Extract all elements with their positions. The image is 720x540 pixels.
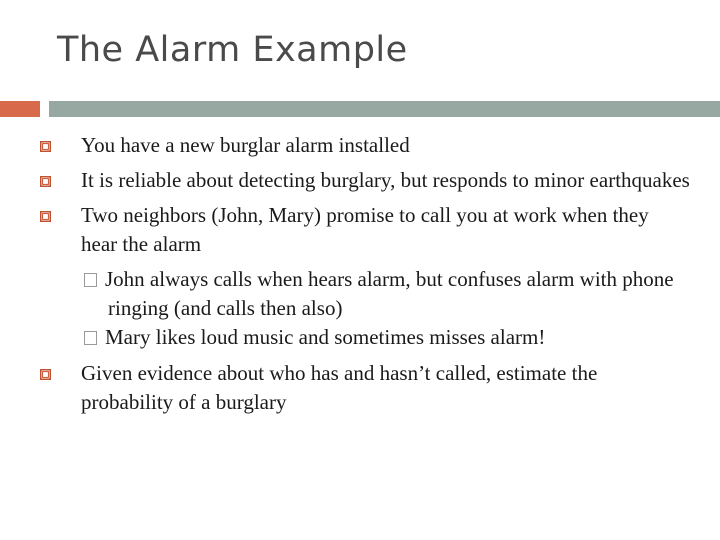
square-bullet-icon [40, 141, 51, 152]
bullet-item [0, 131, 720, 160]
sub-bullet-item [0, 265, 720, 323]
bullet-item [0, 166, 720, 195]
checkbox-bullet-icon [84, 331, 97, 345]
bullet-item [0, 201, 720, 259]
sub-bullet-item [0, 323, 720, 352]
square-bullet-icon [40, 369, 51, 380]
square-bullet-icon [40, 211, 51, 222]
bullet-text: Given evidence about who has and hasn’t called, estimate the probability of a burglary [81, 361, 598, 414]
slide-body [0, 131, 720, 423]
sub-bullet-text: Mary likes loud music and sometimes misses alarm! [105, 325, 546, 349]
bullet-text: It is reliable about detecting burglary, but responds to minor earthquakes [81, 168, 690, 192]
slide-title: The Alarm Example [57, 30, 408, 70]
checkbox-bullet-icon [84, 273, 97, 287]
bullet-text: You have a new burglar alarm installed [81, 133, 410, 157]
square-bullet-icon [40, 176, 51, 187]
bullet-text: Two neighbors (John, Mary) promise to call you at work when they hear the alarm [81, 203, 649, 256]
title-accent-bar [0, 101, 40, 117]
title-divider-bar [49, 101, 720, 117]
bullet-item [0, 359, 720, 417]
sub-bullet-text: John always calls when hears alarm, but confuses alarm with phone ringing (and calls then also) [105, 267, 674, 320]
